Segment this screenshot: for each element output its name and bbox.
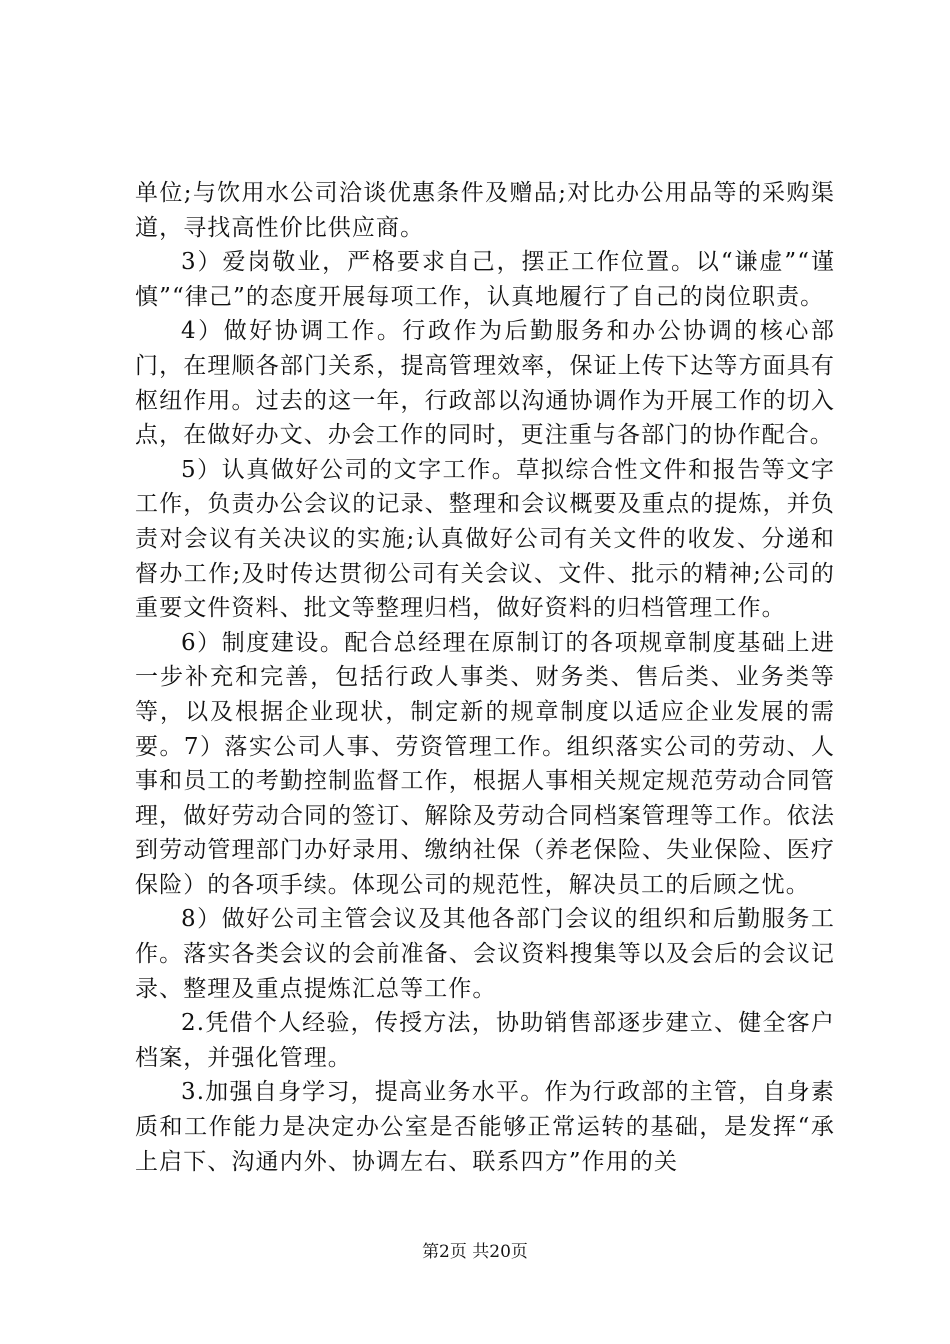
paragraph-3: 4）做好协调工作。行政作为后勤服务和办公协调的核心部门，在理顺各部门关系，提高管理效率，保证上传下达等方面具有枢纽作用。过去的这一年，行政部以沟通协调作为开展工作的切入点，在做好办文、办会工作的同时，更注重与各部门的协作配合。 (135, 318, 835, 449)
page-footer: 第2页 共20页 (422, 1242, 528, 1262)
paragraph-6: 8）做好公司主管会议及其他各部门会议的组织和后勤服务工作。落实各类会议的会前准备、会议资料搜集等以及会后的会议记录、整理及重点提炼汇总等工作。 (135, 906, 835, 1002)
paragraph-5: 6）制度建设。配合总经理在原制订的各项规章制度基础上进一步补充和完善，包括行政人事类、财务类、售后类、业务类等等，以及根据企业现状，制定新的规章制度以适应企业发展的需要。7）落实公司人事、劳资管理工作。组织落实公司的劳动、人事和员工的考勤控制监督工作，根据人事相关规定规范劳动合同管理，做好劳动合同的签订、解除及劳动合同档案管理等工作。依法到劳动管理部门办好录用、缴纳社保（养老保险、失业保险、医疗保险）的各项手续。体现公司的规范性，解决员工的后顾之忧。 (135, 629, 835, 898)
paragraph-2: 3）爱岗敬业，严格要求自己，摆正工作位置。以“谦虚”“谨慎”“律己”的态度开展每项工作，认真地履行了自己的岗位职责。 (135, 249, 835, 310)
paragraph-1: 单位;与饮用水公司洽谈优惠条件及赠品;对比办公用品等的采购渠道，寻找高性价比供应商。 (135, 180, 835, 241)
document-body (135, 176, 835, 1179)
paragraph-7: 2.凭借个人经验，传授方法，协助销售部逐步建立、健全客户档案，并强化管理。 (135, 1010, 835, 1071)
paragraph-4: 5）认真做好公司的文字工作。草拟综合性文件和报告等文字工作，负责办公会议的记录、整理和会议概要及重点的提炼，并负责对会议有关决议的实施;认真做好公司有关文件的收发、分递和督办工作;及时传达贯彻公司有关会议、文件、批示的精神;公司的重要文件资料、批文等整理归档，做好资料的归档管理工作。 (135, 456, 835, 622)
paragraph-8: 3.加强自身学习，提高业务水平。作为行政部的主管，自身素质和工作能力是决定办公室是否能够正常运转的基础，是发挥“承上启下、沟通内外、协调左右、联系四方”作用的关 (135, 1079, 835, 1175)
